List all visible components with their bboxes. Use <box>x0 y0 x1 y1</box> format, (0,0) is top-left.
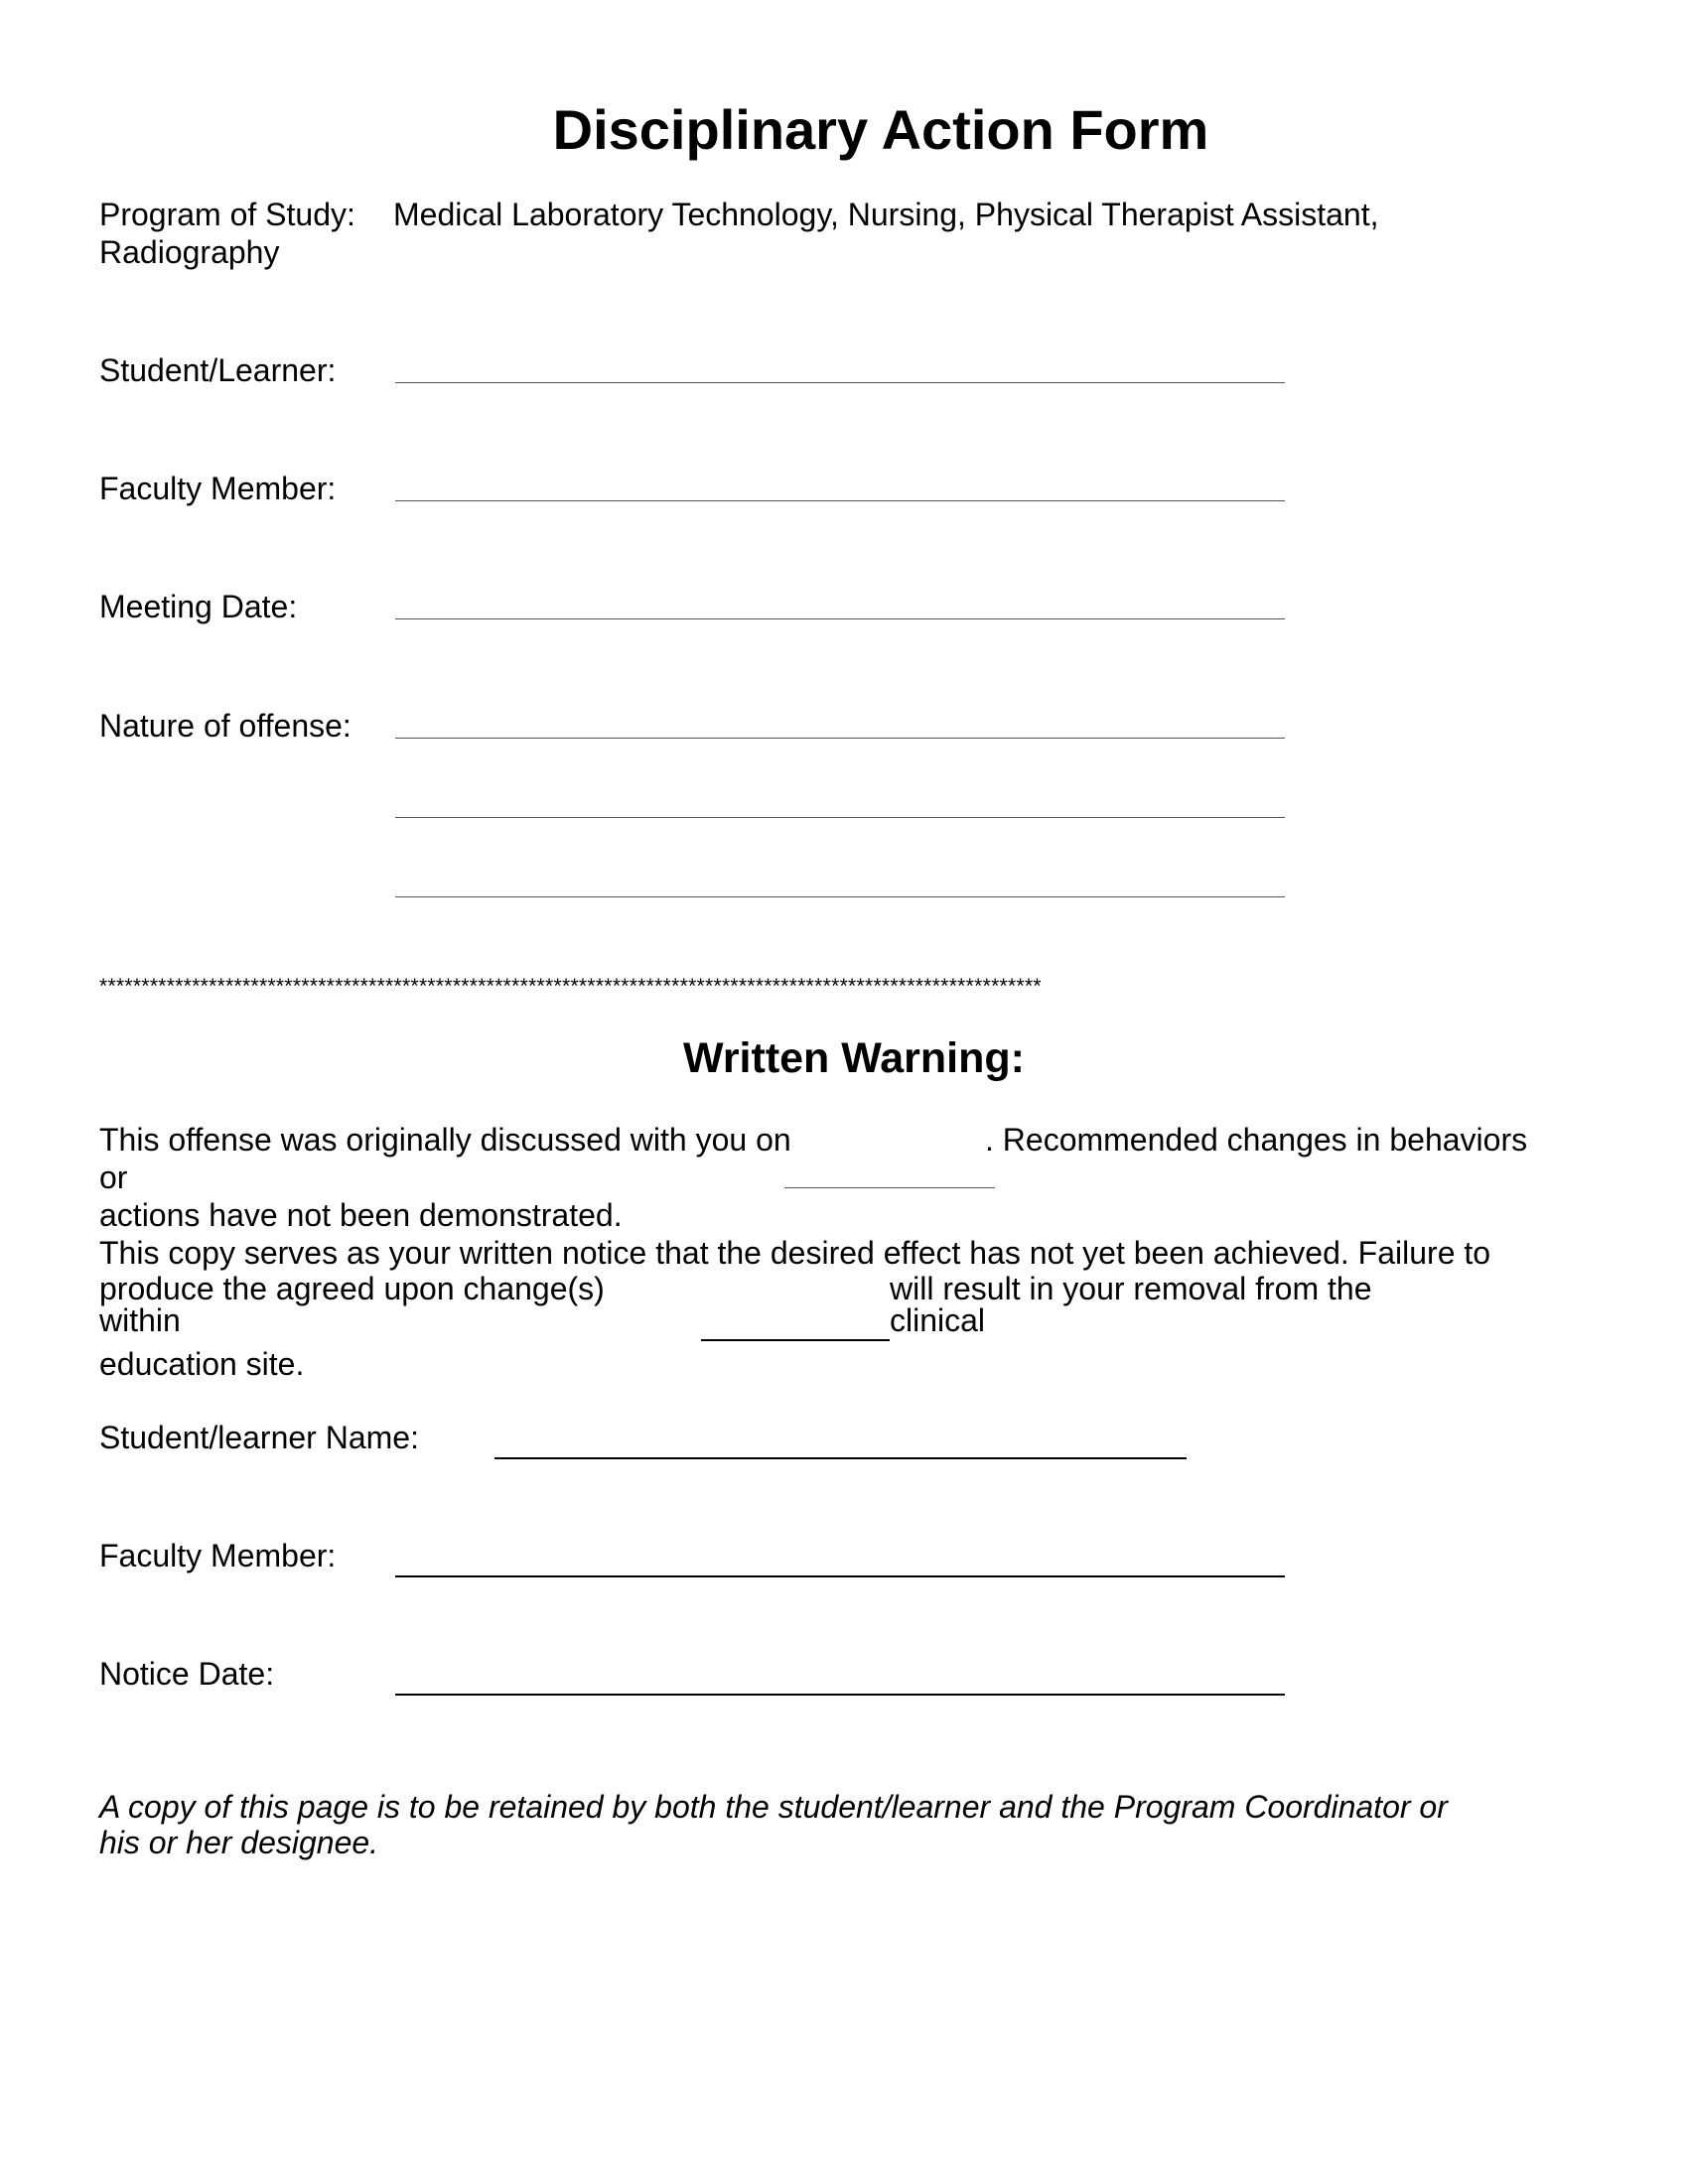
written-warning-title: Written Warning: <box>683 1034 1025 1082</box>
meeting-date-label: Meeting Date: <box>99 589 298 624</box>
warning-text-line-2: actions have not been demonstrated. <box>99 1197 623 1233</box>
program-label: Program of Study: <box>99 197 355 232</box>
program-value-continued: Radiography <box>99 234 280 270</box>
warning-text: This offense was originally discussed with you on <box>99 1122 791 1158</box>
notice-text-clinical: clinical <box>890 1302 986 1338</box>
warning-text-continued: . Recommended changes in behaviors <box>985 1122 1528 1158</box>
program-value: Medical Laboratory Technology, Nursing, Physical Therapist Assistant, <box>393 197 1379 232</box>
notice-date-label: Notice Date: <box>99 1656 275 1692</box>
retention-note-continued: his or her designee. <box>99 1825 379 1860</box>
notice-date-field[interactable] <box>395 1694 1285 1696</box>
notice-text-within: within <box>99 1302 181 1338</box>
faculty-member-field[interactable] <box>395 500 1285 501</box>
student-learner-label: Student/Learner: <box>99 352 337 388</box>
separator: **************************************************************************************************************** <box>99 975 1042 998</box>
offense-field-line-3[interactable] <box>395 896 1285 897</box>
student-learner-name-label: Student/learner Name: <box>99 1420 419 1455</box>
notice-text-line-3: education site. <box>99 1346 305 1382</box>
notice-text: This copy serves as your written notice that the desired effect has not yet been achieved. Failure to <box>99 1235 1491 1271</box>
student-learner-field[interactable] <box>395 382 1285 383</box>
warning-text-or: or <box>99 1160 128 1195</box>
notice-text-line-2: produce the agreed upon change(s) <box>99 1271 605 1306</box>
discussed-date-field[interactable] <box>784 1187 995 1188</box>
offense-field-line-2[interactable] <box>395 817 1285 818</box>
warning-faculty-member-field[interactable] <box>395 1575 1285 1577</box>
warning-faculty-member-label: Faculty Member: <box>99 1538 337 1573</box>
retention-note: A copy of this page is to be retained by both the student/learner and the Program Coordinator or <box>99 1789 1448 1825</box>
form-title: Disciplinary Action Form <box>552 98 1209 161</box>
timeframe-field[interactable] <box>701 1339 890 1341</box>
meeting-date-field[interactable] <box>395 618 1285 619</box>
offense-field-line-1[interactable] <box>395 738 1285 739</box>
student-learner-name-field[interactable] <box>494 1457 1187 1459</box>
notice-text-line-2-continued: will result in your removal from the <box>890 1271 1372 1306</box>
nature-of-offense-label: Nature of offense: <box>99 708 352 744</box>
faculty-member-label: Faculty Member: <box>99 471 337 506</box>
